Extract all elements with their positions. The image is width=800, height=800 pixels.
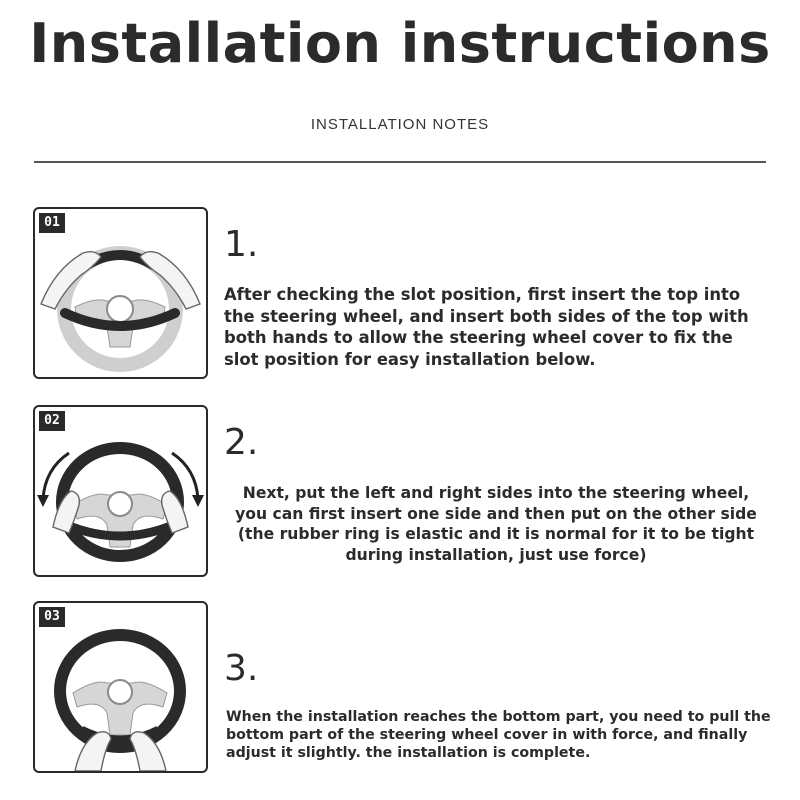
section-subtitle: INSTALLATION NOTES [310, 116, 490, 133]
step-description: When the installation reaches the bottom part, you need to pull the bottom part of the steering wheel cover in with force, and finally adjust it slightly. the installation is complete. [226, 709, 771, 761]
step-badge: 03 [39, 607, 65, 627]
step-3-illustration [33, 601, 208, 773]
step-number: 2. [224, 422, 259, 463]
step-1-illustration [33, 207, 208, 379]
step-description: After checking the slot position, first insert the top into the steering wheel, and insert both sides of the top with both hands to allow the steering wheel cover to fix the slot position for easy installation below. [224, 285, 749, 369]
step-description: Next, put the left and right sides into the steering wheel, you can first insert one side and then put on the other side (the rubber ring is elastic and it is normal for it to be tight during installation, just use force) [235, 484, 757, 564]
step-badge: 01 [39, 213, 65, 233]
page-title: Installation instructions [29, 12, 771, 75]
step-badge: 02 [39, 411, 65, 431]
hands-on-wheel-top-icon [35, 209, 206, 377]
step-2-illustration [33, 405, 208, 577]
hands-on-wheel-bottom-icon [35, 603, 206, 771]
wheel-sides-arrows-icon [35, 407, 206, 575]
divider-line [34, 161, 766, 163]
step-number: 1. [224, 224, 259, 265]
step-number: 3. [224, 648, 259, 689]
